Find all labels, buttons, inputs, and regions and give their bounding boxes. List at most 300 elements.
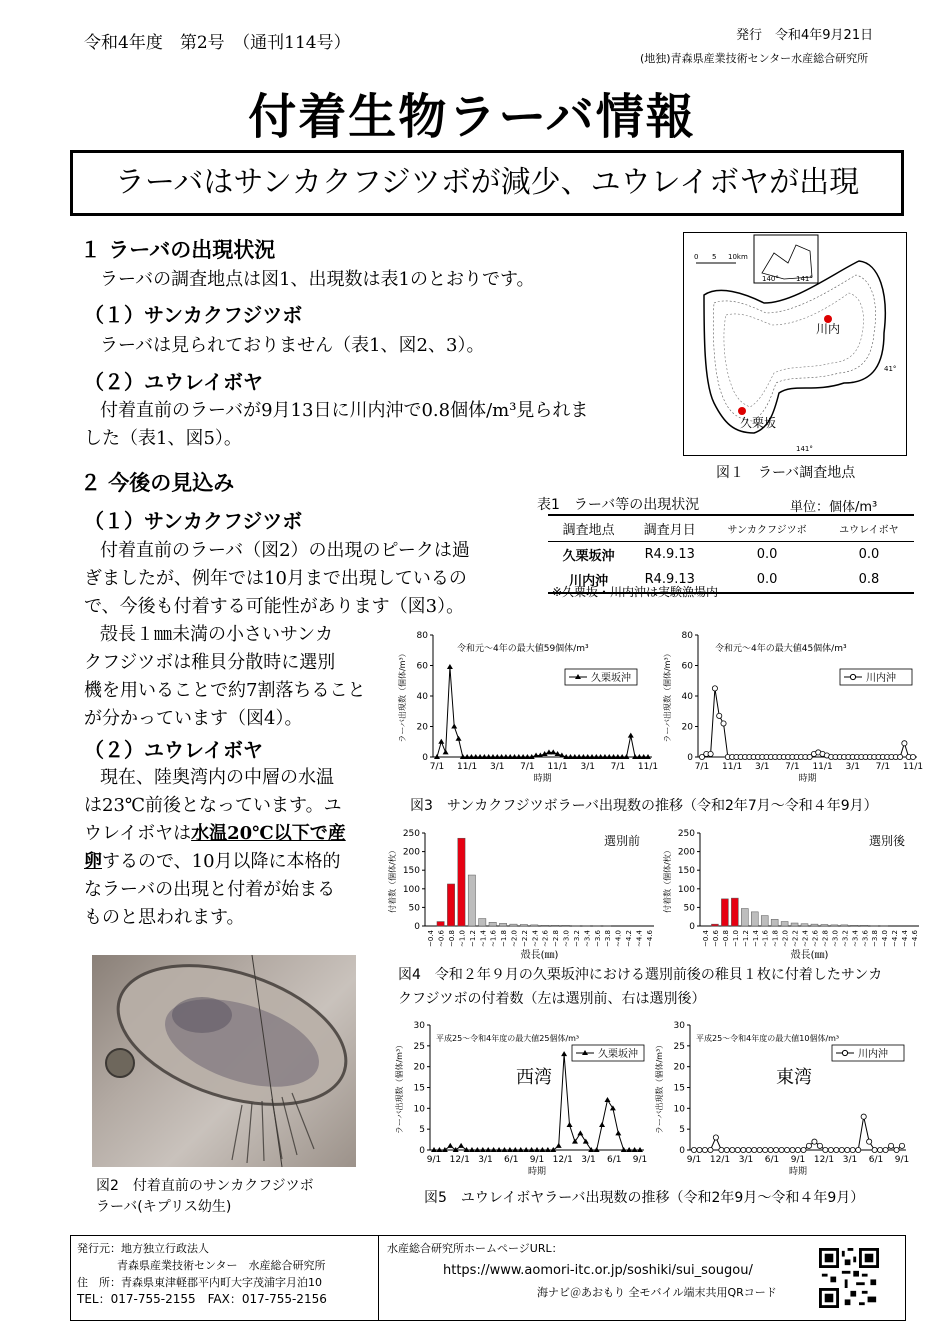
x-tick-label: ~0.8 [448, 930, 457, 947]
bar [531, 925, 538, 926]
table1-unit: 単位：個体/m³ [790, 500, 878, 515]
homepage-url[interactable]: https://www.aomori-itc.or.jp/soshiki/sui_sougou/ [443, 1263, 753, 1278]
data-point [823, 1147, 828, 1152]
x-axis-label: 時期 [788, 1167, 808, 1177]
data-point [438, 739, 444, 744]
section2-sub1-line2: ぎましたが、例年では10月まで出現しているの [84, 568, 467, 589]
bar [541, 925, 548, 926]
scale-0: 0 [694, 253, 699, 261]
inset-lon-label: 140° [762, 275, 779, 283]
data-point [451, 724, 457, 729]
x-tick-label: 6/1 [868, 1155, 884, 1165]
x-tick-label: ~3.4 [851, 930, 860, 947]
section1-sub2-line1: 付着直前のラーバが9月13日に川内沖で0.8個体/m³見られま [100, 400, 589, 421]
x-tick-label: 3/1 [842, 1155, 858, 1165]
x-tick-label: ~2.6 [541, 930, 550, 947]
legend-label: 久栗坂沖 [591, 673, 631, 684]
bar [458, 838, 465, 926]
data-point [447, 1143, 453, 1148]
x-tick-label: 7/1 [429, 762, 445, 772]
x-tick-label: ~3.6 [861, 930, 870, 947]
x-tick-label: ~1.6 [489, 930, 498, 947]
fig5-east-bay: 東湾 [776, 1067, 812, 1088]
x-tick-label: 7/1 [610, 762, 626, 772]
data-point [599, 1122, 605, 1127]
data-point [577, 1130, 583, 1135]
x-tick-label: 9/1 [790, 1155, 806, 1165]
y-tick-label: 0 [687, 753, 693, 763]
data-point [910, 754, 915, 759]
x-tick-label: 9/1 [632, 1155, 648, 1165]
x-tick-label: ~3.2 [572, 930, 581, 947]
y-tick-label: 100 [402, 884, 420, 895]
x-tick-label: 11/1 [637, 762, 659, 772]
issue-date: 発行 令和4年9月21日 [736, 28, 874, 43]
site-label-kuguriza: 久栗坂 [740, 416, 777, 430]
data-point [888, 1143, 893, 1148]
cell: 0.0 [756, 547, 778, 562]
bar [510, 924, 517, 926]
bar [801, 924, 808, 926]
data-point [746, 1147, 751, 1152]
y-tick-label: 10 [413, 1104, 425, 1115]
y-tick-label: 250 [677, 829, 695, 839]
data-point [801, 1147, 806, 1152]
data-point [443, 749, 449, 754]
x-tick-label: ~3.2 [841, 930, 850, 947]
x-tick-label: ~3.8 [871, 930, 880, 947]
x-tick-label: 11/1 [722, 762, 743, 772]
contour-1 [713, 275, 875, 421]
data-point [713, 1135, 718, 1140]
page-title: 付着生物ラーバ情報 [248, 89, 696, 145]
bar [731, 898, 738, 926]
data-point [456, 736, 462, 741]
y-axis-label: 付着数（個体/枚） [388, 846, 397, 913]
larva-image [92, 955, 356, 1167]
cell: 0.0 [756, 572, 778, 587]
y-tick-label: 30 [413, 1021, 425, 1031]
data-point [897, 754, 902, 759]
table-row [548, 542, 914, 568]
y-tick-label: 150 [402, 866, 420, 877]
data-point [752, 1147, 757, 1152]
section2-sub2-line3 [84, 820, 346, 848]
x-tick-label: ~4.0 [614, 930, 623, 947]
x-tick-label: ~4.2 [891, 930, 900, 947]
data-point [697, 1147, 702, 1152]
fig5-left-chart [392, 1015, 652, 1180]
y-tick-label: 80 [681, 631, 693, 641]
x-tick-label: ~1.4 [751, 930, 760, 947]
data-point [719, 1147, 724, 1152]
publisher: (地独)青森県産業技術センター水産総合研究所 [640, 52, 869, 65]
y-tick-label: 100 [677, 884, 695, 895]
x-tick-label: ~0.8 [721, 930, 730, 947]
qr-code-icon[interactable] [819, 1248, 879, 1308]
legend-label: 川内沖 [858, 1049, 888, 1060]
x-tick-label: 7/1 [520, 762, 535, 772]
x-tick-label: 3/1 [580, 762, 595, 772]
x-tick-label: 11/1 [547, 762, 568, 772]
x-axis-label: 時期 [533, 774, 552, 784]
legend-label: 久栗坂沖 [598, 1049, 638, 1060]
cell: R4.9.13 [644, 572, 695, 587]
x-tick-label: ~1.8 [771, 930, 780, 947]
data-point [845, 1147, 850, 1152]
bar [811, 924, 818, 926]
section2-sub2-line5: なラーバの出現と付着が始まる [84, 879, 336, 900]
y-tick-label: 15 [673, 1083, 685, 1094]
cell: 川内沖 [569, 574, 609, 589]
data-point [615, 1130, 621, 1135]
x-tick-label: ~3.4 [583, 930, 592, 947]
x-tick-label: ~4.4 [901, 930, 910, 947]
lat-label: 41° [884, 365, 897, 373]
x-tick-label: ~1.4 [479, 930, 488, 947]
x-tick-label: 9/1 [529, 1155, 545, 1165]
chart-title: 選別後 [869, 834, 906, 848]
fig5-west-bay: 西湾 [516, 1067, 552, 1088]
bar [520, 925, 527, 926]
x-tick-label: ~3.0 [831, 930, 840, 947]
issuer-line2: 青森県産業技術センター 水産総合研究所 [117, 1259, 326, 1272]
bar [437, 922, 444, 926]
x-tick-label: ~4.6 [645, 930, 654, 947]
y-tick-label: 20 [673, 1062, 685, 1073]
y-axis-label: ラーバ出現数（個体/m³） [398, 649, 407, 743]
bar [751, 912, 758, 926]
bar [761, 916, 768, 926]
y-tick-label: 0 [679, 1146, 685, 1156]
bar [721, 899, 728, 926]
qr-note: 海ナビ＠あおもり 全モバイル端末共用QRコード [537, 1286, 777, 1299]
x-tick-label: ~1.0 [731, 930, 740, 947]
scale-10: 10km [728, 253, 748, 261]
section2-sub1-heading: （１）サンカクフジツボ [84, 509, 303, 533]
data-point [834, 1147, 839, 1152]
cell: R4.9.13 [644, 547, 695, 562]
x-tick-label: ~2.2 [791, 930, 800, 947]
fig5-right-chart [652, 1015, 914, 1180]
x-tick-label: 12/1 [449, 1155, 470, 1165]
section2-sub1b-line3: 機を用いることで約7割落ちること [84, 680, 366, 701]
section1-sub2-heading: （２）ユウレイボヤ [84, 370, 263, 394]
x-tick-label: 3/1 [845, 762, 860, 772]
x-tick-label: ~2.8 [552, 930, 561, 947]
data-point [628, 733, 634, 738]
x-tick-label: ~1.8 [500, 930, 509, 947]
chart-max-note: 平成25〜令和4年度の最大値25個体/m³ [436, 1034, 580, 1043]
x-tick-label: 11/1 [902, 762, 924, 772]
cyprid-larva-photo [92, 955, 356, 1167]
y-tick-label: 25 [673, 1041, 685, 1052]
x-tick-label: ~4.6 [911, 930, 920, 947]
bar [821, 925, 828, 926]
bar [551, 925, 558, 926]
x-axis-label: 時期 [798, 774, 817, 784]
chart-max-note: 令和元〜4年の最大値59個体/m³ [457, 644, 589, 654]
table1-caption: 表1 ラーバ等の出現状況 [537, 497, 700, 513]
x-tick-label: 12/1 [552, 1155, 573, 1165]
y-tick-label: 80 [416, 631, 428, 641]
data-point [828, 1147, 833, 1152]
section1-sub1-text: ラーバは見られておりません（表1、図2、3）。 [100, 335, 485, 356]
data-point [735, 1147, 740, 1152]
th-site: 調査地点 [562, 523, 615, 538]
y-tick-label: 60 [416, 661, 428, 672]
table1 [548, 516, 914, 592]
y-tick-label: 50 [408, 903, 420, 914]
y-tick-label: 25 [413, 1041, 425, 1052]
bar [447, 884, 454, 926]
section2-sub2-line2: は23℃前後となっています。ユ [84, 795, 342, 816]
chart-max-note: 平成25〜令和4年度の最大値10個体/m³ [696, 1034, 840, 1043]
y-tick-label: 40 [681, 692, 693, 702]
bar [479, 919, 486, 926]
section2-sub1-line3: で、今後も付着する可能性があります（図3）。 [84, 596, 465, 617]
y-tick-label: 5 [419, 1125, 425, 1136]
fig4-caption-2: クフジツボの付着数（左は選別前、右は選別後） [398, 991, 706, 1007]
table1-note: ※久栗坂・川内沖は実験漁場内 [552, 585, 719, 599]
table-header-row [548, 516, 914, 542]
x-tick-label: ~2.0 [781, 930, 790, 947]
data-point [757, 1147, 762, 1152]
issuer-line1: 発行元：地方独立行政法人 [77, 1242, 209, 1255]
th-barnacle: サンカクフジツボ [727, 525, 807, 536]
y-tick-label: 10 [673, 1104, 685, 1115]
bar [468, 875, 475, 926]
y-tick-label: 30 [673, 1021, 685, 1031]
data-point [872, 1147, 877, 1152]
bar [831, 925, 838, 926]
fig4-left-chart [385, 825, 660, 960]
cell: 0.0 [858, 547, 880, 562]
data-point [458, 1143, 464, 1148]
data-point [768, 1147, 773, 1152]
data-point [899, 1143, 904, 1148]
site-label-kawauchi: 川内 [816, 322, 841, 336]
sub2-line3-a: ウレイボヤは [84, 823, 192, 844]
series-line [702, 688, 913, 757]
x-tick-label: 3/1 [490, 762, 505, 772]
data-point [561, 1051, 567, 1056]
table1-wrap [548, 514, 914, 594]
legend-marker [850, 674, 855, 679]
section1-heading: １ ラーバの出現状況 [80, 238, 276, 262]
footer-contact [71, 1236, 379, 1320]
data-point [790, 1147, 795, 1152]
y-tick-label: 20 [681, 722, 693, 733]
data-point [730, 1147, 735, 1152]
data-point [610, 1105, 616, 1110]
section2-sub1b-line1: 殻長１㎜未満の小さいサンカ [100, 624, 334, 645]
scale-5: 5 [712, 253, 717, 261]
cell: 0.8 [858, 572, 880, 587]
bar [741, 909, 748, 926]
data-point [861, 1114, 866, 1119]
data-point [447, 664, 453, 669]
fig2-caption-1: 図2 付着直前のサンカクフジツボ [96, 1178, 314, 1194]
data-point [817, 1143, 822, 1148]
data-point [572, 1139, 578, 1144]
y-tick-label: 0 [414, 922, 420, 932]
bar [499, 923, 506, 926]
x-tick-label: ~0.6 [711, 930, 720, 947]
y-tick-label: 0 [689, 922, 695, 932]
headline-box [70, 150, 904, 216]
x-tick-label: 11/1 [812, 762, 833, 772]
x-tick-label: ~2.0 [510, 930, 519, 947]
map-caption: 図１ ラーバ調査地点 [716, 465, 856, 481]
y-tick-label: 200 [677, 847, 695, 858]
x-tick-label: ~4.4 [635, 930, 644, 947]
data-point [550, 749, 556, 754]
y-tick-label: 50 [683, 903, 695, 914]
survey-map [683, 232, 907, 456]
x-tick-label: ~3.8 [604, 930, 613, 947]
data-point [741, 1147, 746, 1152]
legend-label: 川内沖 [866, 673, 896, 684]
x-axis-label: 時期 [527, 1167, 547, 1177]
section2-sub2-line1: 現在、陸奥湾内の中層の水温 [100, 767, 334, 788]
inset-outline [762, 245, 812, 279]
y-tick-label: 250 [402, 829, 420, 839]
x-tick-label: ~2.2 [520, 930, 529, 947]
tel-fax: TEL：017-755-2155 FAX：017-755-2156 [77, 1292, 327, 1306]
x-tick-label: ~0.4 [427, 930, 436, 947]
data-point [867, 1139, 872, 1144]
x-tick-label: 12/1 [813, 1155, 835, 1165]
y-tick-label: 15 [413, 1083, 425, 1094]
inset-lon-label-2: 141° [796, 275, 813, 283]
site-marker-kuguriza [738, 407, 746, 415]
bar [861, 925, 868, 926]
x-tick-label: 6/1 [607, 1155, 622, 1165]
bar [489, 922, 496, 926]
section2-heading: ２ 今後の見込み [80, 471, 235, 495]
legend-marker [842, 1050, 847, 1055]
footer-web [379, 1236, 799, 1320]
x-tick-label: ~3.0 [562, 930, 571, 947]
th-ascidian: ユウレイボヤ [839, 525, 899, 536]
x-tick-label: 7/1 [875, 762, 891, 772]
data-point [784, 1147, 789, 1152]
x-tick-label: ~2.4 [801, 930, 810, 947]
data-point [839, 1147, 844, 1152]
data-point [717, 713, 722, 718]
data-point [850, 1147, 855, 1152]
data-point [812, 1139, 817, 1144]
bar [711, 924, 718, 926]
emphasis-spawning: 卵 [84, 851, 102, 872]
y-tick-label: 20 [413, 1062, 425, 1073]
contour-2 [724, 293, 864, 407]
x-tick-label: ~1.2 [741, 930, 750, 947]
bar [851, 925, 858, 926]
data-point [691, 1147, 696, 1152]
x-tick-label: ~0.4 [701, 930, 710, 947]
url-label: 水産総合研究所ホームページURL： [387, 1242, 563, 1255]
y-tick-label: 0 [422, 753, 428, 763]
y-tick-label: 150 [677, 866, 695, 877]
fig3-left-chart [395, 625, 660, 787]
data-point [556, 1143, 562, 1148]
data-point [763, 1147, 768, 1152]
footer-box [70, 1235, 906, 1321]
emphasis-spawning-temp: 水温20℃以下で産 [191, 823, 346, 844]
data-point [774, 1147, 779, 1152]
x-tick-label: 7/1 [785, 762, 800, 772]
data-point [583, 1139, 589, 1144]
issue-number: 令和4年度 第2号 （通刊114号） [84, 33, 351, 53]
x-tick-label: ~2.8 [821, 930, 830, 947]
section2-sub2-line6: ものと思われます。 [84, 907, 245, 928]
series-line [694, 1117, 902, 1150]
fig2-caption-2: ラーバ(キプリス幼生) [96, 1199, 232, 1215]
x-tick-label: 6/1 [764, 1155, 780, 1165]
x-tick-label: 9/1 [426, 1155, 442, 1165]
section1-sub1-heading: （１）サンカクフジツボ [84, 303, 303, 327]
y-axis-label: 付着数（個体/枚） [663, 846, 672, 913]
y-axis-label: ラーバ出現数（個体/m³） [663, 649, 672, 743]
x-tick-label: 6/1 [504, 1155, 519, 1165]
headline: ラーバはサンカクフジツボが減少、ユウレイボヤが出現 [114, 165, 860, 200]
y-tick-label: 5 [679, 1125, 685, 1136]
x-axis-label: 殻長(㎜) [520, 950, 559, 960]
section2-sub1b-line4: が分かっています（図4）。 [84, 708, 303, 729]
data-point [604, 1097, 610, 1102]
data-point [702, 1147, 707, 1152]
section1-sub2-line2: した（表1、図5）。 [84, 428, 242, 449]
y-axis-label: ラーバ出現数（個体/m³） [395, 1040, 404, 1135]
sub2-line4-a: するので、10月以降に本格的 [102, 851, 341, 872]
bar [781, 922, 788, 926]
x-tick-label: ~4.0 [881, 930, 890, 947]
fig5-caption: 図5 ユウレイボヤラーバ出現数の推移（令和2年9月〜令和４年9月） [424, 1190, 865, 1206]
x-tick-label: ~0.6 [437, 930, 446, 947]
y-tick-label: 20 [416, 722, 428, 733]
data-point [856, 1147, 861, 1152]
data-point [883, 1147, 888, 1152]
data-point [806, 1143, 811, 1148]
y-tick-label: 40 [416, 692, 428, 702]
fig3-caption: 図3 サンカクフジツボラーバ出現数の推移（令和2年7月〜令和４年9月） [410, 798, 878, 814]
section2-sub2-heading: （２）ユウレイボヤ [84, 738, 263, 762]
x-tick-label: ~1.2 [468, 930, 477, 947]
fig3-right-chart [660, 625, 925, 787]
cell: 久栗坂沖 [562, 549, 615, 564]
x-tick-label: ~2.4 [531, 930, 540, 947]
x-tick-label: 3/1 [738, 1155, 754, 1165]
data-point [795, 1147, 800, 1152]
address: 住 所：青森県東津軽郡平内町大字茂浦字月泊10 [77, 1276, 322, 1289]
x-tick-label: ~1.0 [458, 930, 467, 947]
data-point [902, 741, 907, 746]
fig4-right-chart [660, 825, 925, 960]
data-point [708, 751, 713, 756]
x-tick-label: 7/1 [694, 762, 710, 772]
data-point [779, 1147, 784, 1152]
x-tick-label: ~2.6 [811, 930, 820, 947]
y-tick-label: 60 [681, 661, 693, 672]
x-tick-label: ~1.6 [761, 930, 770, 947]
x-tick-label: ~4.2 [624, 930, 633, 947]
data-point [708, 1147, 713, 1152]
chart-max-note: 令和元〜4年の最大値45個体/m³ [715, 644, 847, 654]
bar [562, 925, 569, 926]
x-tick-label: 3/1 [755, 762, 770, 772]
